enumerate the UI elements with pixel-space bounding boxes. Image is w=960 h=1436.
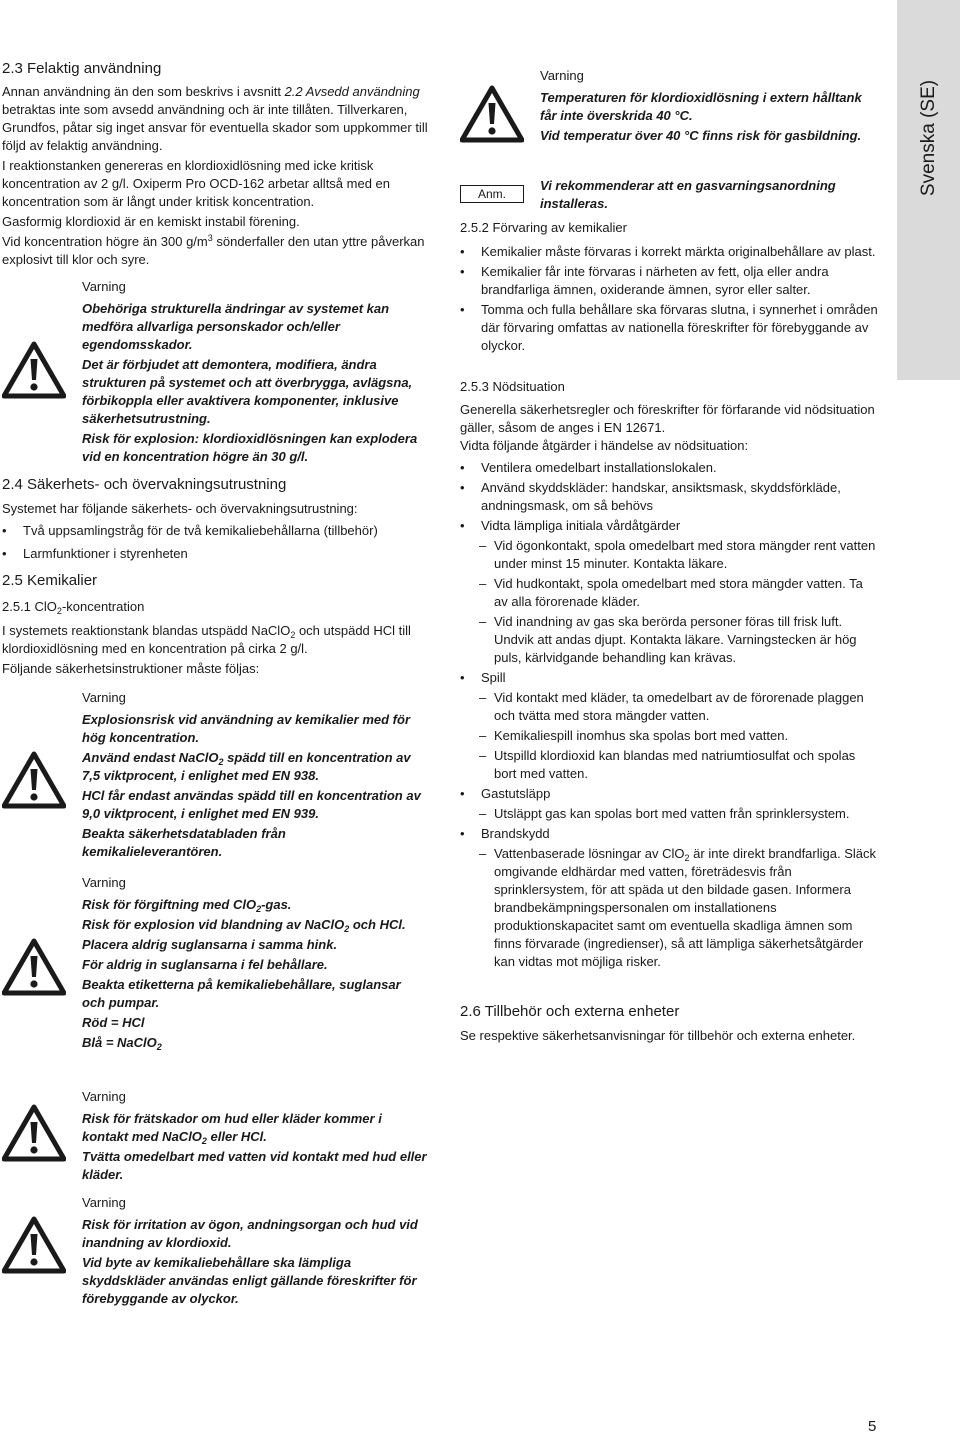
section-2-3-body [2, 83, 432, 269]
instructions-intro: Följande säkerhetsinstruktioner måste följas: [2, 661, 260, 676]
fire-protection-sublist [460, 845, 880, 971]
list-item: • Tomma och fulla behållare ska förvaras slutna, i synnerhet i områden där förvaring omfattas av nationella föreskrifter för förebyggande av olyckor. [460, 301, 880, 355]
warning-text: Det är förbjudet att demontera, modifiera, ändra strukturen på systemet och att överbrygga, avlägsna, förbikoppla eller avaktivera komponenter, inklusive säkerhetsutrustning. [82, 357, 413, 426]
warning-block-modifications [2, 278, 432, 468]
section-2-5-3-heading: 2.5.3 Nödsituation [460, 379, 565, 394]
section-2-5-2-heading: 2.5.2 Förvaring av kemikalier [460, 220, 627, 235]
section-2-3-heading: 2.3 Felaktig användning [2, 60, 162, 77]
list-item: • Kemikalier får inte förvaras i närheten av fett, olja eller andra brandfarliga ämnen, oxiderande ämnen, syror eller salter. [460, 263, 880, 299]
warning-triangle-icon [2, 938, 66, 996]
warning-text: Risk för frätskador om hud eller kläder kommer i kontakt med NaClO$_2$ eller HCl. [82, 1111, 382, 1146]
list-item [460, 517, 880, 667]
warning-title: Varning [82, 1195, 126, 1210]
warning-text: För aldrig in suglansarna i fel behållare. [82, 957, 328, 972]
warning-triangle-icon [2, 1216, 66, 1274]
warning-text: Röd = HCl [82, 1015, 145, 1030]
page-number: 5 [868, 1418, 877, 1435]
warning-title: Varning [82, 690, 126, 705]
note-badge: Anm. [460, 185, 524, 203]
warning-text: Vid temperatur över 40 °C finns risk för gasbildning. [540, 128, 862, 143]
section-2-5-3-body [460, 401, 880, 973]
warning-triangle-icon [460, 85, 524, 143]
warning-text: Risk för irritation av ögon, andningsorgan och hud vid inandning av klordioxid. [82, 1217, 418, 1250]
note-text: Vi rekommenderar att en gasvarningsanordning installeras. [540, 178, 836, 211]
warning-text: Beakta säkerhetsdatabladen från kemikalieleverantören. [82, 826, 286, 859]
gas-release-sublist [460, 805, 880, 823]
section-2-5-1-body [2, 622, 432, 678]
warning-text: Vid byte av kemikaliebehållare ska lämpliga skyddskläder användas enligt gällande föreskrifter för förebyggande av olyckor. [82, 1255, 417, 1306]
warning-text: Placera aldrig suglansarna i samma hink. [82, 937, 338, 952]
warning-text: HCl får endast användas spädd till en koncentration av 9,0 viktprocent, i enlighet med EN 939. [82, 788, 421, 821]
sublist-item: – Utspilld klordioxid kan blandas med natriumtiosulfat och spolas bort med vatten. [460, 747, 880, 783]
list-item: • Ventilera omedelbart installationslokalen. [460, 459, 880, 477]
unstable-compound-paragraph: Gasformig klordioxid är en kemiskt instabil förening. [2, 214, 300, 229]
spill-sublist [460, 689, 880, 783]
misuse-paragraph: Annan användning än den som beskrivs i avsnitt 2.2 Avsedd användning betraktas inte som avsedd användning och är inte tillåten. Tillverkaren, Grundfos, påtar sig inget ansvar för eventuella skador som uppkommer till följd av felaktig användning. [2, 84, 428, 153]
storage-list [460, 243, 880, 355]
sublist-item: – Vid ögonkontakt, spola omedelbart med stora mängder rent vatten under minst 15 minuter. Kontakta läkare. [460, 537, 880, 573]
section-2-5-1-heading: 2.5.1 ClO$_2$-koncentration [2, 599, 145, 616]
note-block [460, 175, 885, 215]
language-tab-label: Svenska (SE) [917, 79, 939, 197]
equipment-intro: Systemet har följande säkerhets- och övervakningsutrustning: [2, 501, 358, 516]
emergency-measures-intro: Vidta följande åtgärder i händelse av nödsituation: [460, 438, 749, 453]
list-item [460, 669, 880, 783]
warning-title: Varning [540, 68, 584, 83]
list-item-label: Vidta lämpliga initiala vårdåtgärder [481, 518, 681, 533]
mixing-paragraph: I systemets reaktionstank blandas utspädd NaClO$_2$ och utspädd HCl till klordioxidlösning med en koncentration på cirka 2 g/l. [2, 623, 411, 656]
warning-text: Blå = NaClO$_2$ [82, 1035, 162, 1052]
warning-text: Risk för explosion vid blandning av NaClO$_2$ och HCl. [82, 917, 406, 934]
warning-text: Risk för förgiftning med ClO$_2$-gas. [82, 897, 292, 914]
list-item [460, 825, 880, 971]
language-tab [897, 0, 960, 380]
warning-text: Explosionsrisk vid användning av kemikalier med för hög koncentration. [82, 712, 411, 745]
warning-text: Temperaturen för klordioxidlösning i extern hålltank får inte överskrida 40 °C. [540, 90, 862, 123]
warning-triangle-icon [2, 341, 66, 399]
warning-text: Använd endast NaClO$_2$ spädd till en koncentration av 7,5 viktprocent, i enlighet med EN 938. [82, 750, 411, 783]
warning-title: Varning [82, 875, 126, 890]
section-2-4-heading: 2.4 Säkerhets- och övervakningsutrustning [2, 476, 287, 493]
section-2-5-heading: 2.5 Kemikalier [2, 572, 98, 589]
list-item-label: Spill [481, 670, 506, 685]
warning-text: Obehöriga strukturella ändringar av systemet kan medföra allvarliga personskador och/eller egendomsskador. [82, 301, 390, 352]
warning-block-burns [2, 1088, 432, 1188]
intended-use-reference: 2.2 Avsedd användning [284, 84, 420, 99]
decomposition-paragraph: Vid koncentration högre än 300 $g/m^3$ sönderfaller den utan yttre påverkan explosivt till klor och syre. [2, 233, 425, 267]
warning-text: Risk för explosion: klordioxidlösningen kan explodera vid en koncentration högre än 30 g/l. [82, 431, 418, 464]
emergency-list [460, 459, 880, 971]
warning-title: Varning [82, 279, 126, 294]
sublist-item: – Vid inandning av gas ska berörda personer föras till frisk luft. Undvik att andas djupt. Kontakta läkare. Varningstecken är hög puls, kärlvidgande behandling kan krävas. [460, 613, 880, 667]
warning-block-poisoning [2, 874, 432, 1074]
list-item: • Larmfunktioner i styrenheten [2, 545, 432, 563]
list-item-label: Gastutsläpp [481, 786, 551, 801]
warning-block-irritation [2, 1194, 432, 1309]
warning-text: Tvätta omedelbart med vatten vid kontakt med hud eller kläder. [82, 1149, 427, 1182]
emergency-rules-paragraph: Generella säkerhetsregler och föreskrifter för förfarande vid nödsituation gäller, såsom de anges i EN 12671. [460, 402, 875, 435]
first-aid-sublist [460, 537, 880, 667]
warning-text: Beakta etiketterna på kemikaliebehållare, suglansar och pumpar. [82, 977, 401, 1010]
warning-triangle-icon [2, 1104, 66, 1162]
sublist-item: – Vattenbaserade lösningar av ClO$_2$ är inte direkt brandfarliga. Släck omgivande eldhärdar med vatten, företrädesvis från sprinklersystem, för att späda ut den bildade gasen. Informera brandbekämpningspersonalen om installationens produktionskapacitet samt om eventuella skadliga ämnen som finns förvarade (ingredienser), så att lämpliga säkerhetsåtgärder kan vidtas mot möjliga risker. [460, 845, 880, 971]
concentration-paragraph: I reaktionstanken genereras en klordioxidlösning med icke kritisk koncentration av 2 g/l. Oxiperm Pro OCD-162 arbetar alltså med en koncentration som är långt under kritisk koncentration. [2, 158, 391, 209]
sublist-item: – Vid kontakt med kläder, ta omedelbart av de förorenade plaggen och tvätta med stora mängder vatten. [460, 689, 880, 725]
sublist-item: – Utsläppt gas kan spolas bort med vatten från sprinklersystem. [460, 805, 880, 823]
sublist-item: – Kemikaliespill inomhus ska spolas bort med vatten. [460, 727, 880, 745]
warning-title: Varning [82, 1089, 126, 1104]
warning-triangle-icon [2, 751, 66, 809]
section-2-6-heading: 2.6 Tillbehör och externa enheter [460, 1003, 680, 1020]
list-item: • Kemikalier måste förvaras i korrekt märkta originalbehållare av plast. [460, 243, 880, 261]
list-item [460, 785, 880, 823]
section-2-4-body [2, 500, 432, 563]
equipment-list [2, 522, 432, 563]
accessories-paragraph: Se respektive säkerhetsanvisningar för tillbehör och externa enheter. [460, 1028, 856, 1043]
warning-block-temperature [460, 67, 885, 167]
list-item: • Två uppsamlingstråg för de två kemikaliebehållarna (tillbehör) [2, 522, 432, 540]
warning-block-concentration [2, 689, 432, 864]
list-item-label: Brandskydd [481, 826, 550, 841]
sublist-item: – Vid hudkontakt, spola omedelbart med stora mängder vatten. Ta av alla förorenade kläder. [460, 575, 880, 611]
list-item: • Använd skyddskläder: handskar, ansiktsmask, skyddsförkläde, andningsmask, om så behövs [460, 479, 880, 515]
